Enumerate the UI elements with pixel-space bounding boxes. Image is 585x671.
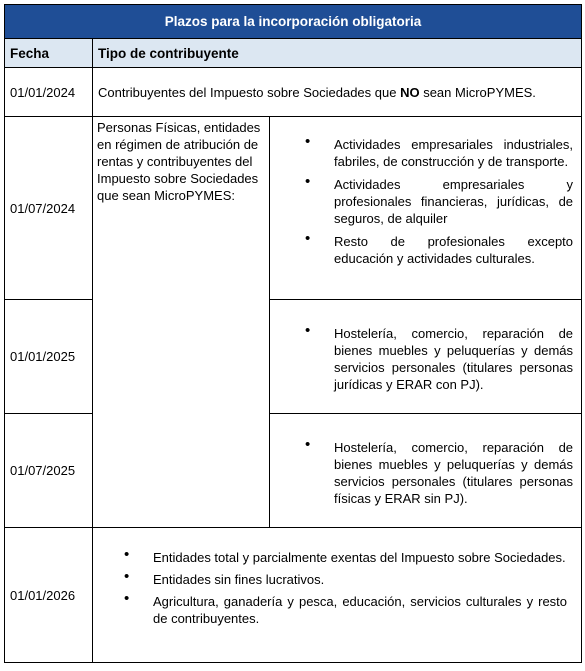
bullet-icon: • [305, 230, 311, 247]
contributor-cell [93, 68, 582, 117]
list-item-text: Actividades empresariales y profesionales financieras, jurídicas, de seguros, de alquiler [334, 177, 574, 226]
list-item [124, 568, 567, 588]
bullet-icon: • [305, 173, 311, 190]
list-item-text: Hostelería, comercio, reparación de bienes muebles y peluquerías y demás servicios personales (titulares personas físicas y ERAR sin PJ). [334, 440, 574, 506]
header-fecha: Fecha [5, 39, 93, 68]
table-row [5, 68, 582, 117]
activities-cell [270, 300, 582, 414]
bullet-icon: • [305, 436, 311, 453]
list-item-text: Resto de profesionales excepto educación y actividades culturales. [334, 234, 574, 266]
list-item-text: Hostelería, comercio, reparación de bienes muebles y peluquerías y demás servicios personales (titulares personas jurídicas y ERAR con PJ). [334, 326, 574, 392]
list-item-text: Agricultura, ganadería y pesca, educación, servicios culturales y resto de contribuyentes. [153, 594, 568, 626]
bullet-icon: • [124, 546, 130, 563]
activities-list [305, 436, 574, 507]
list-item [305, 230, 574, 267]
activities-list [305, 133, 574, 267]
activities-cell [93, 528, 582, 663]
list-item-text: Actividades empresariales industriales, fabriles, de construcción y de transporte. [334, 137, 574, 169]
table-row [5, 300, 582, 414]
table-title: Plazos para la incorporación obligatoria [5, 5, 582, 39]
date-cell: 01/01/2025 [5, 300, 93, 414]
table-row [5, 117, 582, 300]
date-cell: 01/01/2024 [5, 68, 93, 117]
activities-cell [270, 414, 582, 528]
contributor-text-end: sean MicroPYMES. [419, 84, 536, 100]
bullet-icon: • [305, 133, 311, 150]
date-cell: 01/01/2026 [5, 528, 93, 663]
activities-list [305, 322, 574, 393]
bullet-icon: • [124, 590, 130, 607]
negation-text: NO [400, 84, 420, 100]
list-item [305, 133, 574, 170]
list-item-text: Entidades sin fines lucrativos. [153, 572, 325, 587]
deadlines-table [4, 4, 582, 663]
date-cell: 01/07/2024 [5, 117, 93, 300]
activities-cell [270, 117, 582, 300]
contributor-group-cell: Personas Físicas, entidades en régimen de atribución de rentas y contribuyentes del Impuesto sobre Sociedades que sean MicroPYMES: [93, 117, 270, 528]
bullet-icon: • [305, 322, 311, 339]
list-item [305, 436, 574, 507]
list-item [305, 322, 574, 393]
table-row [5, 414, 582, 528]
bullet-icon: • [124, 568, 130, 585]
activities-list [124, 546, 568, 627]
contributor-text: Contribuyentes del Impuesto sobre Sociedades que [98, 84, 401, 100]
table-row [5, 528, 582, 663]
list-item [124, 546, 567, 566]
list-item-text: Entidades total y parcialmente exentas del Impuesto sobre Sociedades. [153, 550, 566, 565]
list-item [124, 590, 568, 627]
list-item [305, 173, 574, 227]
date-cell: 01/07/2025 [5, 414, 93, 528]
header-tipo-contribuyente: Tipo de contribuyente [93, 39, 582, 68]
